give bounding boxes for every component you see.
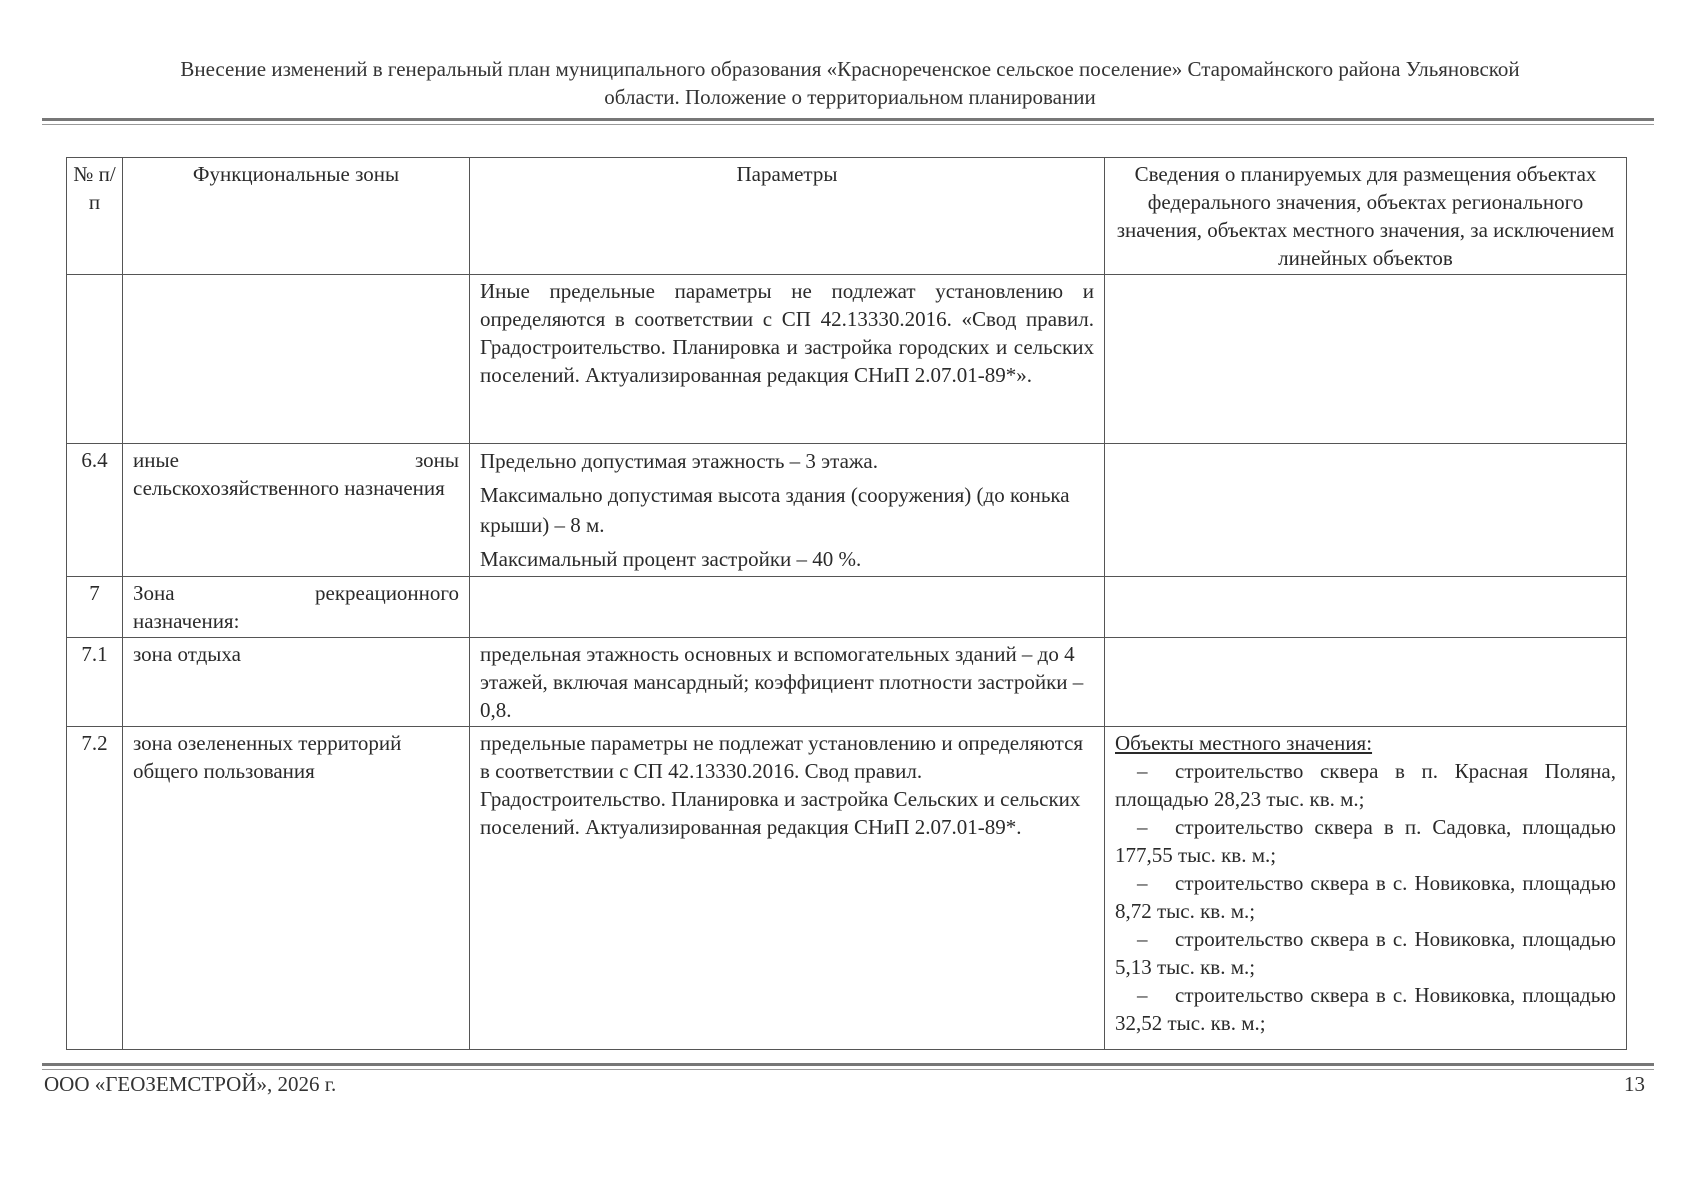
table-row [67, 638, 1627, 727]
column-header-info: Сведения о планируемых для размещения объектах федерального значения, объектах регионального значения, объектах местного значения, за исключением линейных объектов [1105, 158, 1627, 275]
cell-num: 7.1 [67, 638, 123, 727]
dash-marker: – [1137, 815, 1148, 839]
cell-params: предельные параметры не подлежат установлению и определяются в соответствии с СП 42.13330.2016. Свод правил. Градостроительство. Планировка и застройка Сельских и сельских поселений. Актуализированная редакция СНиП 2.07.01-89*. [470, 727, 1105, 1050]
cell-info [1105, 275, 1627, 444]
info-title: Объекты местного значения: [1115, 731, 1373, 755]
list-item-text: строительство сквера в п. Садовка, площадью 177,55 тыс. кв. м.; [1115, 815, 1616, 867]
table-row [67, 444, 1627, 577]
dash-marker: – [1137, 983, 1148, 1007]
param-line: Максимально допустимая высота здания (сооружения) (до конька крыши) – 8 м. [480, 483, 1070, 537]
zone-word: рекреационного [315, 581, 459, 605]
cell-num [67, 275, 123, 444]
cell-zone [123, 275, 470, 444]
list-item-text: строительство сквера в с. Новиковка, площадью 5,13 тыс. кв. м.; [1115, 927, 1616, 979]
zones-table [66, 157, 1627, 1050]
cell-zone [123, 577, 470, 638]
page-number: 13 [1624, 1072, 1645, 1096]
cell-zone: зона озелененных территорий общего пользования [123, 727, 470, 1050]
param-line: Максимальный процент застройки – 40 %. [480, 547, 862, 571]
column-header-num: № п/п [67, 158, 123, 275]
cell-params: Иные предельные параметры не подлежат установлению и определяются в соответствии с СП 42.13330.2016. «Свод правил. Градостроительство. Планировка и застройка городских и сельских поселений. Актуализированная редакция СНиП 2.07.01-89*». [470, 275, 1105, 444]
header-line-1: Внесение изменений в генеральный план муниципального образования «Краснореченское сельское поселение» Старомайнского района Ульяновской [180, 57, 1520, 81]
column-header-zones: Функциональные зоны [123, 158, 470, 275]
cell-zone [123, 444, 470, 577]
footer-company: ООО «ГЕОЗЕМСТРОЙ», 2026 г. [44, 1072, 337, 1096]
cell-params: предельная этажность основных и вспомогательных зданий – до 4 этажей, включая мансардный; коэффициент плотности застройки – 0,8. [470, 638, 1105, 727]
cell-params [470, 444, 1105, 577]
cell-zone: зона отдыха [123, 638, 470, 727]
cell-info [1105, 577, 1627, 638]
column-header-params: Параметры [470, 158, 1105, 275]
header-divider [42, 118, 1654, 125]
list-item-text: строительство сквера в с. Новиковка, площадью 32,52 тыс. кв. м.; [1115, 983, 1616, 1035]
zone-rest: сельскохозяйственного назначения [133, 476, 445, 500]
cell-params [470, 577, 1105, 638]
list-item [1115, 925, 1616, 981]
cell-num: 7 [67, 577, 123, 638]
footer-divider [42, 1063, 1654, 1070]
list-item-text: строительство сквера в п. Красная Поляна, площадью 28,23 тыс. кв. м.; [1115, 759, 1616, 811]
zone-word: иные [133, 448, 179, 472]
table-row [67, 577, 1627, 638]
zone-word: Зона [133, 581, 175, 605]
cell-info [1105, 444, 1627, 577]
zone-rest: назначения: [133, 609, 240, 633]
dash-marker: – [1137, 759, 1148, 783]
list-item-text: строительство сквера в с. Новиковка, площадью 8,72 тыс. кв. м.; [1115, 871, 1616, 923]
table-row [67, 275, 1627, 444]
table-row [67, 727, 1627, 1050]
list-item [1115, 757, 1616, 813]
dash-marker: – [1137, 927, 1148, 951]
list-item [1115, 981, 1616, 1037]
zone-word: зоны [414, 448, 459, 472]
cell-info [1105, 727, 1627, 1050]
page-header [40, 55, 1660, 111]
list-item [1115, 813, 1616, 869]
param-line: Предельно допустимая этажность – 3 этажа. [480, 449, 879, 473]
table-header-row [67, 158, 1627, 275]
header-line-2: области. Положение о территориальном планировании [604, 85, 1096, 109]
dash-marker: – [1137, 871, 1148, 895]
cell-num: 6.4 [67, 444, 123, 577]
cell-num: 7.2 [67, 727, 123, 1050]
cell-info [1105, 638, 1627, 727]
list-item [1115, 869, 1616, 925]
